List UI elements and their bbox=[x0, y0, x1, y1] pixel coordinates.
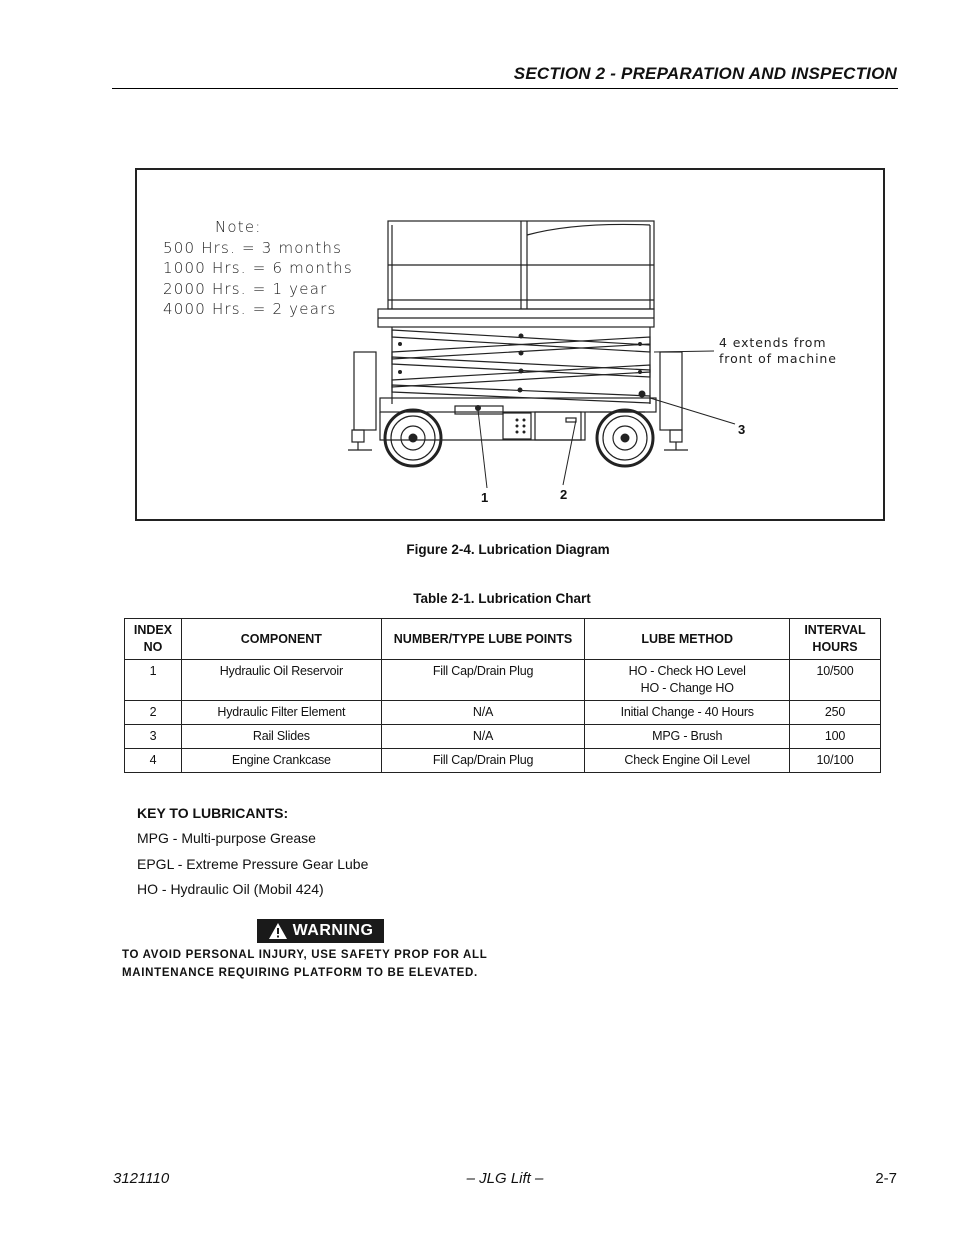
header-lube-method: LUBE METHOD bbox=[585, 619, 790, 660]
header-interval-line: INTERVAL bbox=[804, 623, 866, 637]
key-item: EPGL - Extreme Pressure Gear Lube bbox=[137, 855, 369, 872]
lubrication-chart-table bbox=[124, 618, 881, 773]
note-line: 1000 Hrs. = 6 months bbox=[163, 259, 353, 277]
header-lube-points: NUMBER/TYPE LUBE POINTS bbox=[381, 619, 585, 660]
table-header-row bbox=[125, 619, 881, 660]
cell-method: MPG - Brush bbox=[585, 725, 790, 749]
table-row bbox=[125, 725, 881, 749]
cell-component: Engine Crankcase bbox=[181, 749, 381, 773]
footer-page-number: 2-7 bbox=[875, 1170, 897, 1187]
warning-line: MAINTENANCE REQUIRING PLATFORM TO BE ELEVATED. bbox=[122, 967, 478, 979]
maintenance-interval-note bbox=[163, 217, 353, 320]
cell-interval: 10/100 bbox=[790, 749, 881, 773]
lubricant-key bbox=[137, 805, 368, 907]
warning-line: TO AVOID PERSONAL INJURY, USE SAFETY PROP FOR ALL bbox=[122, 949, 488, 961]
callout-note-line: 4 extends from bbox=[719, 335, 827, 350]
cell-interval: 10/500 bbox=[790, 660, 881, 701]
header-interval-line: HOURS bbox=[812, 640, 858, 654]
key-item: MPG - Multi-purpose Grease bbox=[137, 830, 316, 846]
section-title: SECTION 2 - PREPARATION AND INSPECTION bbox=[513, 64, 897, 83]
table-row bbox=[125, 749, 881, 773]
warning-badge bbox=[257, 919, 384, 943]
note-title: Note: bbox=[215, 218, 262, 236]
callout-3: 3 bbox=[738, 422, 746, 437]
cell-points: N/A bbox=[381, 701, 585, 725]
cell-interval: 250 bbox=[790, 701, 881, 725]
cell-method: Check Engine Oil Level bbox=[585, 749, 790, 773]
warning-triangle-icon bbox=[268, 922, 288, 940]
cell-index: 4 bbox=[125, 749, 182, 773]
cell-index: 3 bbox=[125, 725, 182, 749]
header-index-line: INDEX bbox=[133, 623, 173, 637]
cell-index: 2 bbox=[125, 701, 182, 725]
warning-message bbox=[122, 946, 542, 982]
cell-method-line: HO - Change HO bbox=[640, 681, 734, 695]
callout-note-line: front of machine bbox=[719, 351, 837, 366]
note-line: 4000 Hrs. = 2 years bbox=[163, 300, 337, 318]
figure-caption: Figure 2-4. Lubrication Diagram bbox=[406, 542, 610, 557]
header-index bbox=[125, 619, 182, 660]
note-line: 500 Hrs. = 3 months bbox=[163, 238, 343, 257]
callout-1: 1 bbox=[481, 490, 489, 505]
key-item: HO - Hydraulic Oil (Mobil 424) bbox=[137, 881, 324, 897]
cell-component: Rail Slides bbox=[181, 725, 381, 749]
header-interval bbox=[790, 619, 881, 660]
cell-interval: 100 bbox=[790, 725, 881, 749]
cell-method bbox=[585, 660, 790, 701]
note-line: 2000 Hrs. = 1 year bbox=[163, 279, 328, 298]
cell-method: Initial Change - 40 Hours bbox=[585, 701, 790, 725]
cell-index: 1 bbox=[125, 660, 182, 701]
table-title: Table 2-1. Lubrication Chart bbox=[413, 591, 591, 606]
cell-points: N/A bbox=[381, 725, 585, 749]
warning-label: WARNING bbox=[292, 922, 374, 939]
header-index-line: NO bbox=[143, 640, 163, 654]
cell-component: Hydraulic Filter Element bbox=[181, 701, 381, 725]
header-component: COMPONENT bbox=[181, 619, 381, 660]
cell-points: Fill Cap/Drain Plug bbox=[381, 660, 585, 701]
footer-doc-number: 3121110 bbox=[113, 1170, 170, 1187]
cell-component: Hydraulic Oil Reservoir bbox=[181, 660, 381, 701]
callout-2: 2 bbox=[560, 487, 568, 502]
table-row bbox=[125, 701, 881, 725]
footer-center-title: – JLG Lift – bbox=[466, 1170, 544, 1187]
key-heading: KEY TO LUBRICANTS: bbox=[137, 805, 289, 821]
cell-points: Fill Cap/Drain Plug bbox=[381, 749, 585, 773]
callout-4-note bbox=[719, 335, 837, 367]
cell-method-line: HO - Check HO Level bbox=[628, 664, 746, 678]
table-row bbox=[125, 660, 881, 701]
